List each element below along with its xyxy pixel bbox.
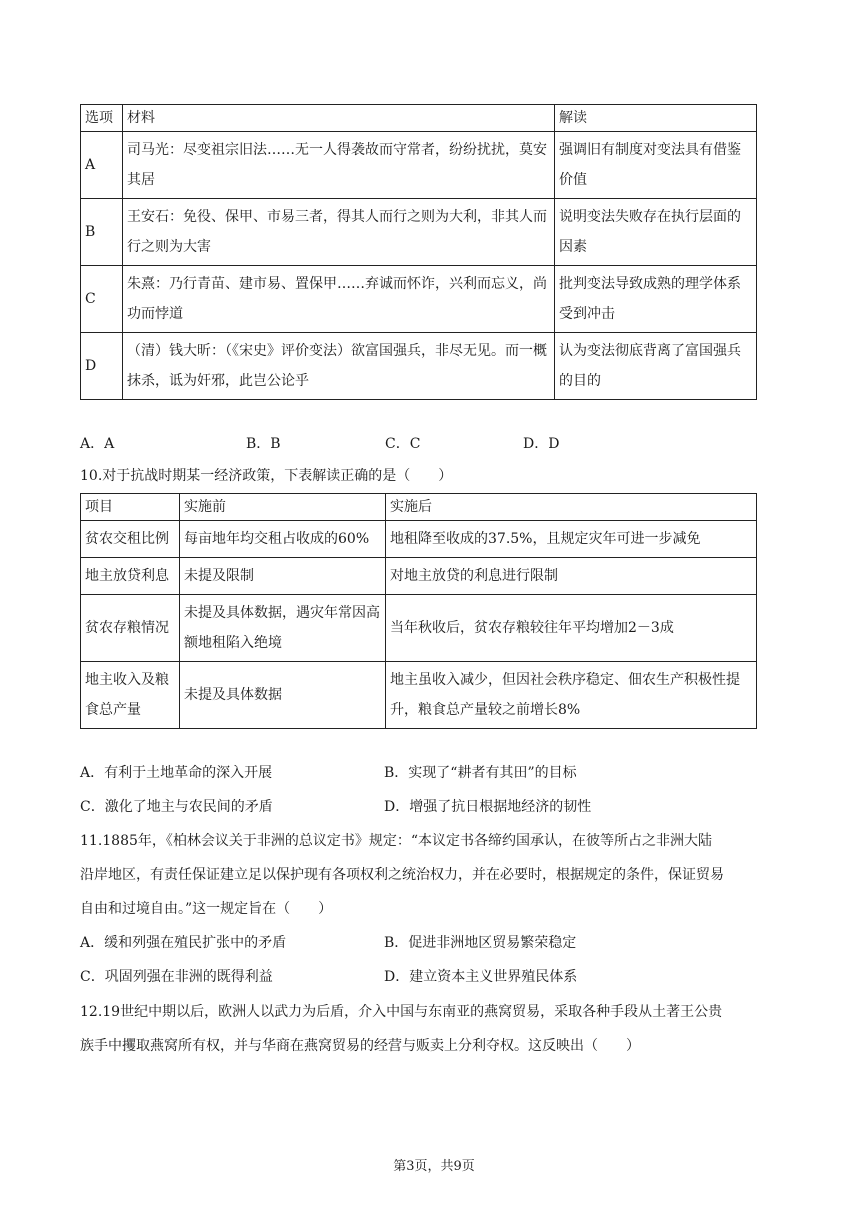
q9-option-a[interactable]: A．A [80,436,115,452]
q10-option-b[interactable]: B．实现了“耕者有其田”的目标 [384,765,577,781]
page-number: 第3页，共9页 [393,1159,475,1174]
q10-option-a[interactable]: A．有利于土地革命的深入开展 [80,765,273,781]
table-row [81,266,757,333]
q10-option-d[interactable]: D．增强了抗日根据地经济的韧性 [384,799,592,815]
reading-cell: 批判变法导致成熟的理学体系受到冲击 [555,266,757,333]
material-cell: 朱熹：乃行青苗、建市易、置保甲……弃诚而怀诈，兴利而忘义，尚功而悖道 [123,266,555,333]
material-cell: 王安石：免役、保甲、市易三者，得其人而行之则为大利，非其人而行之则为大害 [123,199,555,266]
before-cell: 未提及具体数据 [180,662,386,729]
reading-cell: 说明变法失败存在执行层面的因素 [555,199,757,266]
q10-stem: 10.对于抗战时期某一经济政策，下表解读正确的是（ ） [80,468,453,484]
item-cell: 地主放贷利息 [81,558,180,595]
after-cell: 地主虽收入减少，但因社会秩序稳定、佃农生产积极性提升，粮食总产量较之前增长8% [386,662,757,729]
table-row [81,521,757,558]
table-row [81,199,757,266]
q10-table [80,493,757,729]
q11-option-d[interactable]: D．建立资本主义世界殖民体系 [384,969,578,985]
header-cell: 项目 [81,494,180,521]
q12-stem-line: 12.19世纪中期以后，欧洲人以武力为后盾，介入中国与东南亚的燕窝贸易，采取各种手段从土著王公贵 [80,1004,723,1020]
option-cell: C [81,266,123,333]
header-cell: 实施后 [386,494,757,521]
q11-stem-line: 沿岸地区，有责任保证建立足以保护现有各项权利之统治权力，并在必要时，根据规定的条件，保证贸易 [80,867,724,883]
option-cell: B [81,199,123,266]
q9-table [80,104,757,400]
q9-option-c[interactable]: C．C [385,436,421,452]
after-cell: 当年秋收后，贫农存粮较往年平均增加2－3成 [386,595,757,662]
after-cell: 对地主放贷的利息进行限制 [386,558,757,595]
after-cell: 地租降至收成的37.5%，且规定灾年可进一步减免 [386,521,757,558]
material-cell: （清）钱大昕：（《宋史》评价变法）欲富国强兵，非尽无见。而一概抹杀，诋为奸邪，此岂公论乎 [123,333,555,400]
material-cell: 司马光：尽变祖宗旧法……无一人得袭故而守常者，纷纷扰扰，莫安其居 [123,132,555,199]
q9-option-b[interactable]: B．B [246,436,281,452]
item-cell: 地主收入及粮食总产量 [81,662,180,729]
table-row [81,333,757,400]
before-cell: 每亩地年均交租占收成的60% [180,521,386,558]
table-row [81,662,757,729]
item-cell: 贫农存粮情况 [81,595,180,662]
header-cell: 材料 [123,105,555,132]
item-cell: 贫农交租比例 [81,521,180,558]
q11-option-b[interactable]: B．促进非洲地区贸易繁荣稳定 [384,935,577,951]
q10-option-c[interactable]: C．激化了地主与农民间的矛盾 [80,799,273,815]
q11-stem-line: 自由和过境自由。”这一规定旨在（ ） [80,901,333,917]
q11-option-c[interactable]: C．巩固列强在非洲的既得利益 [80,969,273,985]
reading-cell: 认为变法彻底背离了富国强兵的目的 [555,333,757,400]
q12-stem-line: 族手中攫取燕窝所有权，并与华商在燕窝贸易的经营与贩卖上分利夺权。这反映出（ ） [80,1038,640,1054]
before-cell: 未提及具体数据，遇灾年常因高额地租陷入绝境 [180,595,386,662]
header-cell: 选项 [81,105,123,132]
q11-stem-line: 11.1885年，《柏林会议关于非洲的总议定书》规定：“本议定书各缔约国承认，在彼等所占之非洲大陆 [80,833,713,849]
q9-option-d[interactable]: D．D [523,436,560,452]
header-cell: 实施前 [180,494,386,521]
table-row [81,558,757,595]
header-cell: 解读 [555,105,757,132]
q11-option-a[interactable]: A．缓和列强在殖民扩张中的矛盾 [80,935,287,951]
table-row [81,132,757,199]
q10-table-header [81,494,757,521]
q9-table-header [81,105,757,132]
table-row [81,595,757,662]
before-cell: 未提及限制 [180,558,386,595]
reading-cell: 强调旧有制度对变法具有借鉴价值 [555,132,757,199]
option-cell: A [81,132,123,199]
option-cell: D [81,333,123,400]
